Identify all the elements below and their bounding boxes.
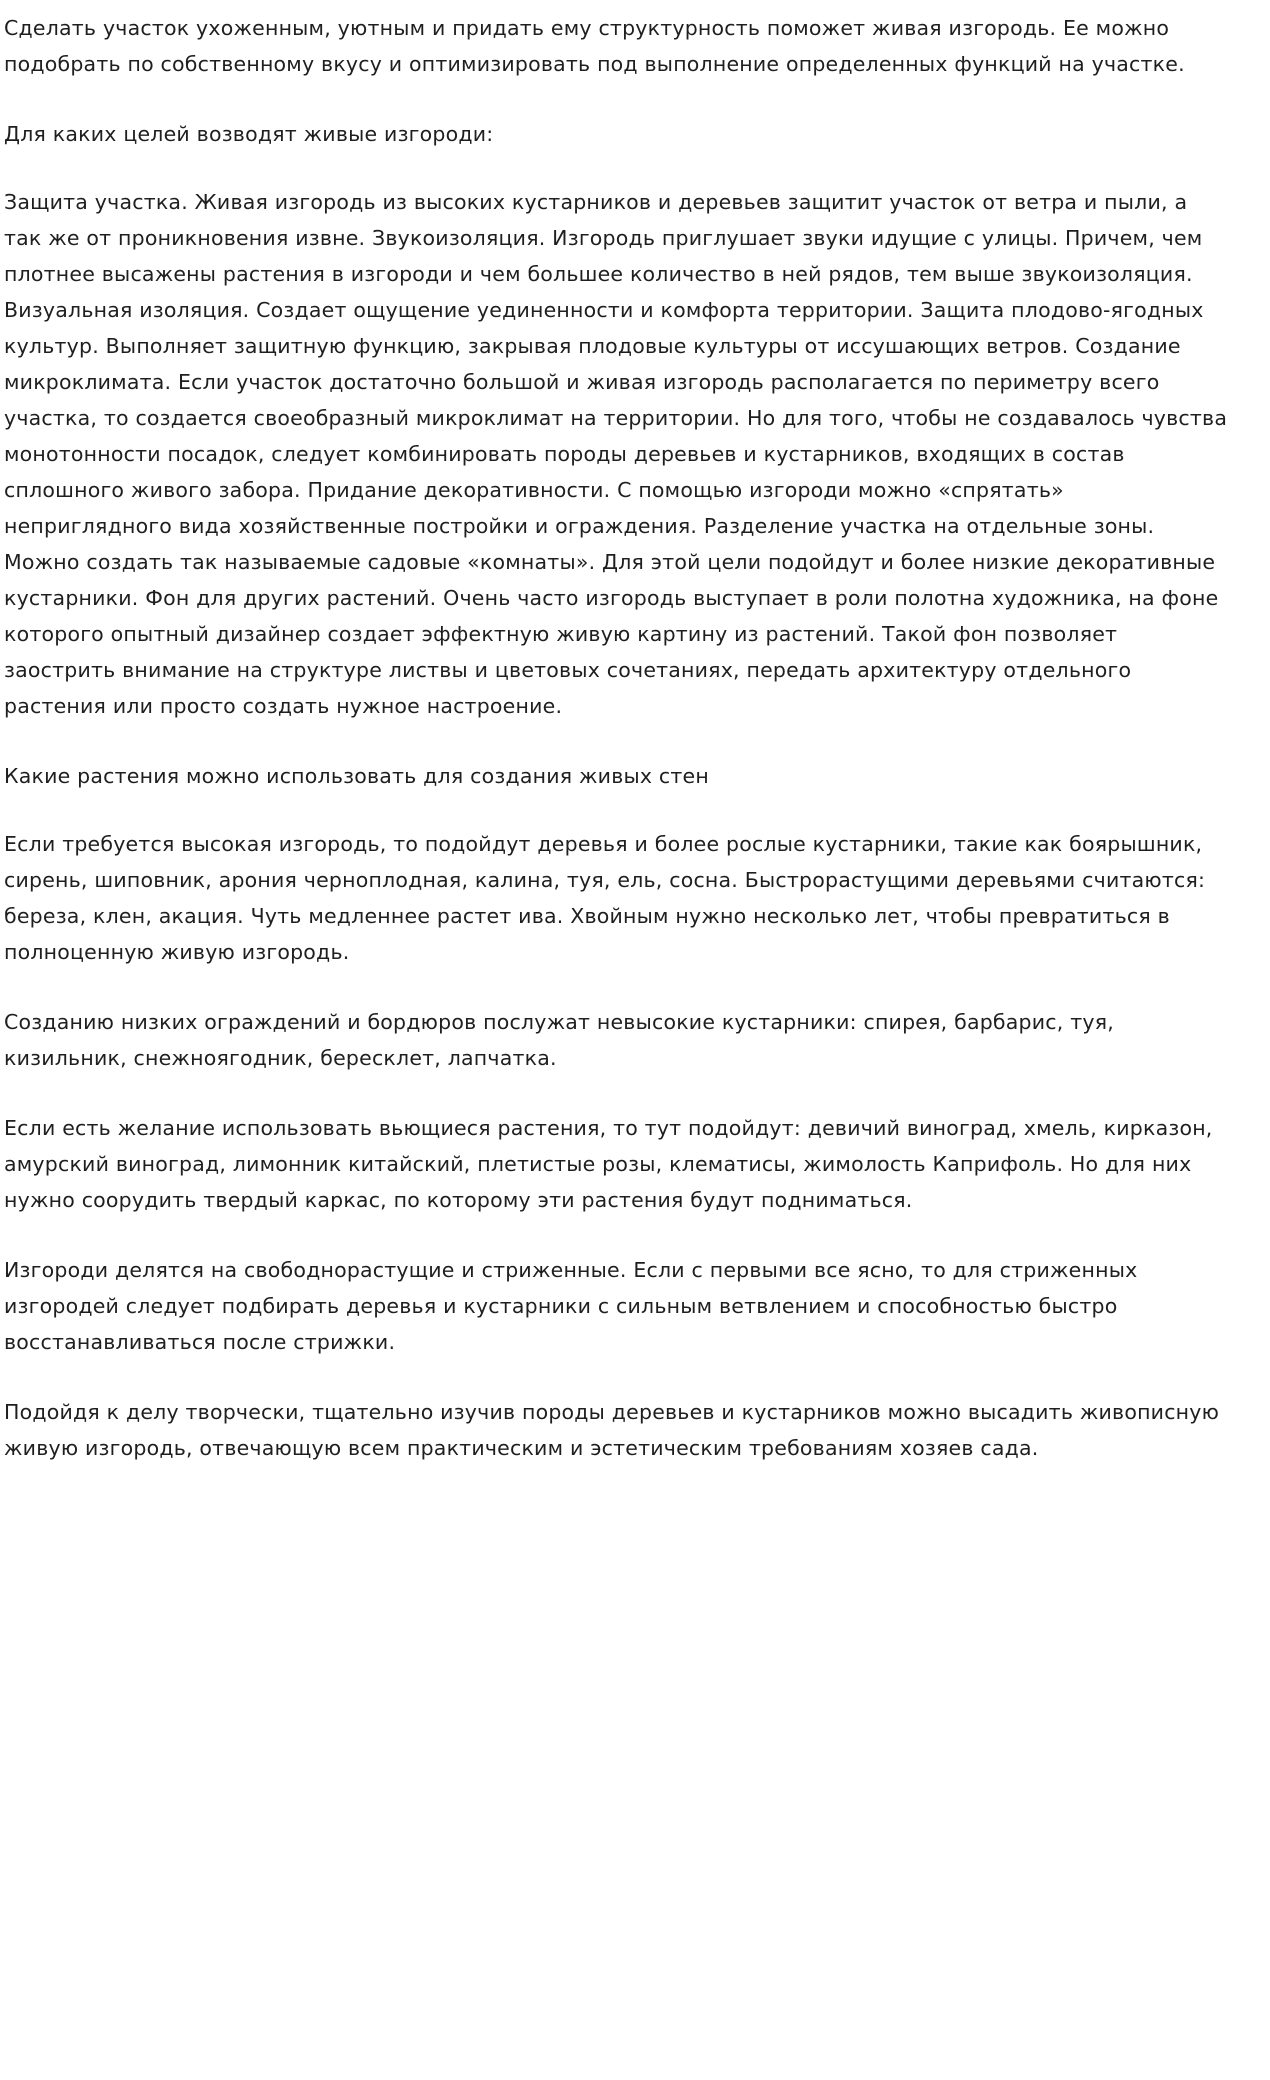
paragraph-climbing-plants: Если есть желание использовать вьющиеся растения, то тут подойдут: девичий виноград, хмель, кирказон, амурский виноград, лимонник китайский, плетистые розы, клематисы, жимолость Каприфоль. Но для них нужно соорудить твердый каркас, по которому эти растения будут подниматься. (4, 1116, 1213, 1212)
paragraph-purpose-question: Для каких целей возводят живые изгороди: (4, 122, 494, 146)
paragraph-low-hedges: Созданию низких ограждений и бордюров послужат невысокие кустарники: спирея, барбарис, туя, кизильник, снежноягодник, бересклет, лапчатка. (4, 1010, 1114, 1070)
article-body (4, 10, 1230, 1466)
paragraph-conclusion: Подойдя к делу творчески, тщательно изучив породы деревьев и кустарников можно высадить живописную живую изгородь, отвечающую всем практическим и эстетическим требованиям хозяев сада. (4, 1400, 1220, 1460)
paragraph-tall-hedges: Если требуется высокая изгородь, то подойдут деревья и более рослые кустарники, такие как боярышник, сирень, шиповник, арония черноплодная, калина, туя, ель, сосна. Быстрорастущими деревьями считаются: береза, клен, акация. Чуть медленнее растет ива. Хвойным нужно несколько лет, чтобы превратиться в полноценную живую изгородь. (4, 832, 1206, 964)
paragraph-hedge-types: Изгороди делятся на свободнорастущие и стриженные. Если с первыми все ясно, то для стриженных изгородей следует подбирать деревья и кустарники с сильным ветвлением и способностью быстро восстанавливаться после стрижки. (4, 1258, 1138, 1354)
paragraph-plants-question: Какие растения можно использовать для создания живых стен (4, 764, 709, 788)
paragraph-purposes-list: Защита участка. Живая изгородь из высоких кустарников и деревьев защитит участок от ветра и пыли, а так же от проникновения извне. Звукоизоляция. Изгородь приглушает звуки идущие с улицы. Причем, чем плотнее высажены растения в изгороди и чем большее количество в ней рядов, тем выше звукоизоляция. Визуальная изоляция. Создает ощущение уединенности и комфорта территории. Защита плодово-ягодных культур. Выполняет защитную функцию, закрывая плодовые культуры от иссушающих ветров. Создание микроклимата. Если участок достаточно большой и живая изгородь располагается по периметру всего участка, то создается своеобразный микроклимат на территории. Но для того, чтобы не создавалось чувства монотонности посадок, следует комбинировать породы деревьев и кустарников, входящих в состав сплошного живого забора. Придание декоративности. С помощью изгороди можно «спрятать» неприглядного вида хозяйственные постройки и ограждения. Разделение участка на отдельные зоны. Можно создать так называемые садовые «комнаты». Для этой цели подойдут и более низкие декоративные кустарники. Фон для других растений. Очень часто изгородь выступает в роли полотна художника, на фоне которого опытный дизайнер создает эффектную живую картину из растений. Такой фон позволяет заострить внимание на структуре листвы и цветовых сочетаниях, передать архитектуру отдельного растения или просто создать нужное настроение. (4, 190, 1228, 718)
paragraph-intro: Сделать участок ухоженным, уютным и придать ему структурность поможет живая изгородь. Ее можно подобрать по собственному вкусу и оптимизировать под выполнение определенных функций на участке. (4, 16, 1185, 76)
